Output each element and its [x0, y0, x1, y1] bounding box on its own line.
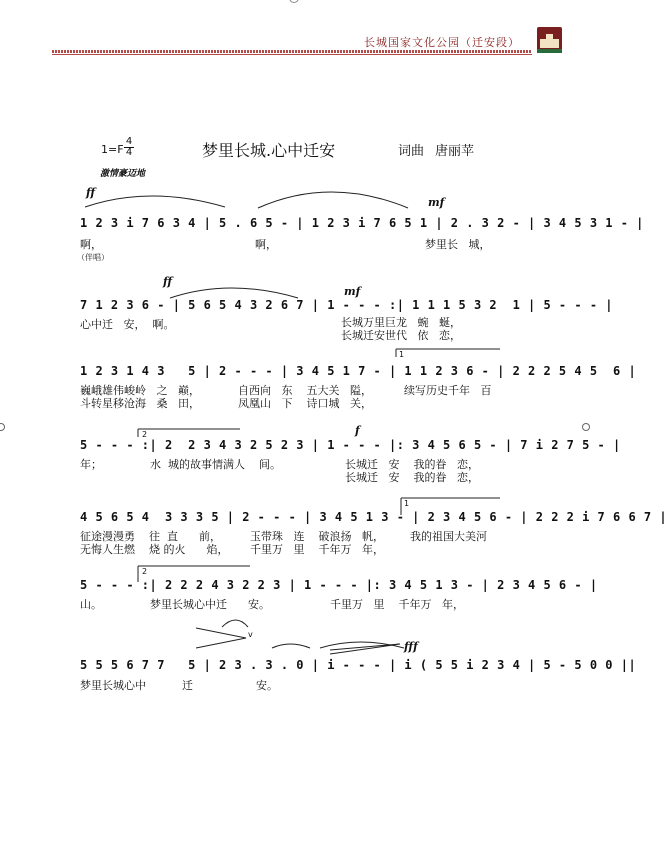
key-signature: 1=F: [101, 143, 124, 156]
song-title: 梦里长城.心中迁安: [202, 141, 336, 160]
dynamic-fff: fff: [404, 640, 418, 653]
slur-5: [272, 644, 310, 648]
meter-top: 4: [125, 136, 133, 147]
notation-line-2: 7 1 2 3 6 - | 5 6 5 4 3 2 6 7 | 1 - - - :| 1 1 1 5 3 2 1 | 5 - - - |: [80, 298, 613, 312]
volta-second-number: 2: [142, 430, 148, 439]
lyric-line-7-a: 梦里长城心中: [80, 679, 146, 692]
lyric-line-5-e: 我的祖国大美河: [410, 530, 487, 543]
notation-line-7: 5 5 5 6 7 7 5 | 2 3 . 3 . 0 | i - - - | i ( 5 5 i 2 3 4 | 5 - 5 0 0 ||: [80, 658, 637, 672]
lyric-line-2-b: 长城万里巨龙 蜿 蜒，: [341, 316, 461, 329]
slur-3: [170, 288, 298, 298]
lyric-line-4-b: 水 城的故事情满人 间。: [150, 458, 281, 471]
lyric-line-3-a: 巍峨雄伟峻岭 之 巅，: [80, 384, 200, 397]
tempo-marking: 激情豪迈地: [100, 169, 146, 179]
crescendo-hairpin: [196, 628, 246, 648]
notation-line-3: 1 2 3 1 4 3 5 | 2 - - - | 3 4 5 1 7 - | 1 1 2 3 6 - | 2 2 2 5 4 5 6 |: [80, 364, 637, 378]
notation-line-6: 5 - - - :| 2 2 2 4 3 2 2 3 | 1 - - - |: 3 4 5 1 3 - | 2 3 4 5 6 - |: [80, 578, 598, 592]
header-title: 长城国家文化公园（迁安段）: [364, 36, 520, 49]
lyric-line-5-c: 玉带珠 连 破浪扬 帆，: [250, 530, 384, 543]
lyric-line-3-e: 续写历史千年 百: [404, 384, 492, 397]
credit-label: 词曲: [398, 144, 425, 159]
notation-line-1: 1 2 3 i 7 6 3 4 | 5 . 6 5 - | 1 2 3 i 7 6 5 1 | 2 . 3 2 - | 3 4 5 3 1 - |: [80, 216, 644, 230]
lyric-line-6-a: 山。: [80, 598, 102, 611]
lyric-line-1-c: 梦里长 城，: [425, 238, 491, 251]
lyric-line-1-b: 啊，: [255, 238, 277, 251]
lyric-line-2-c: 长城迁安世代 依 恋，: [341, 329, 461, 342]
breath-mark: v: [248, 630, 253, 639]
lyric-line-4-a: 年；: [80, 458, 102, 471]
dynamic-ff-1: ff: [86, 186, 96, 199]
lyric-line-5-d: 千里万 里 千年万 年，: [250, 543, 384, 556]
slur-1: [85, 196, 225, 207]
lyric-line-5-a: 征途漫漫勇 往 直 前，: [80, 530, 221, 543]
lyric-line-2-a: 心中迁 安， 啊。: [80, 318, 175, 331]
lyric-line-6-c: 千里万 里 千年万 年，: [330, 598, 464, 611]
dynamic-f: f: [355, 424, 360, 437]
dynamic-mf-1: mf: [428, 196, 445, 209]
dynamic-ff-2: ff: [163, 275, 173, 288]
lyric-line-4-d: 长城迁 安 我的眷 恋，: [345, 471, 479, 484]
lyric-line-6-b: 梦里长城心中迁 安。: [150, 598, 270, 611]
lyric-line-7-b: 迁: [182, 679, 193, 692]
slur-2: [258, 192, 408, 208]
lyric-line-3-b: 斗转星移沧海 桑 田，: [80, 397, 200, 410]
slur-4: [222, 620, 248, 627]
dynamic-mf-2: mf: [344, 285, 361, 298]
accompaniment-note: （伴唱）: [77, 253, 109, 262]
lyric-line-3-c: 自西向 东 五大关 隘，: [238, 384, 372, 397]
notation-line-5: 4 5 6 5 4 3 3 3 5 | 2 - - - | 3 4 5 1 3 - | 2 3 4 5 6 - | 2 2 2 i 7 6 6 7 |: [80, 510, 667, 524]
lyric-line-1-a: 啊，: [80, 238, 102, 251]
lyric-line-3-d: 凤凰山 下 诗口城 关，: [238, 397, 372, 410]
volta-second-number-2: 2: [142, 567, 148, 576]
meter-bottom: 4: [125, 147, 133, 158]
notation-line-4: 5 - - - :| 2 2 3 4 3 2 5 2 3 | 1 - - - |: 3 4 5 6 5 - | 7 i 2 7 5 - |: [80, 438, 621, 452]
volta-first-number: 1: [399, 350, 405, 359]
credit-name: 唐丽苹: [435, 144, 475, 159]
crescendo-hairpin-2: [330, 644, 400, 654]
lyric-line-7-c: 安。: [256, 679, 278, 692]
lyric-line-4-c: 长城迁 安 我的眷 恋，: [345, 458, 479, 471]
lyric-line-5-b: 无悔人生燃 烧 的火 焰，: [80, 543, 229, 556]
volta-first-number-2: 1: [404, 499, 410, 508]
